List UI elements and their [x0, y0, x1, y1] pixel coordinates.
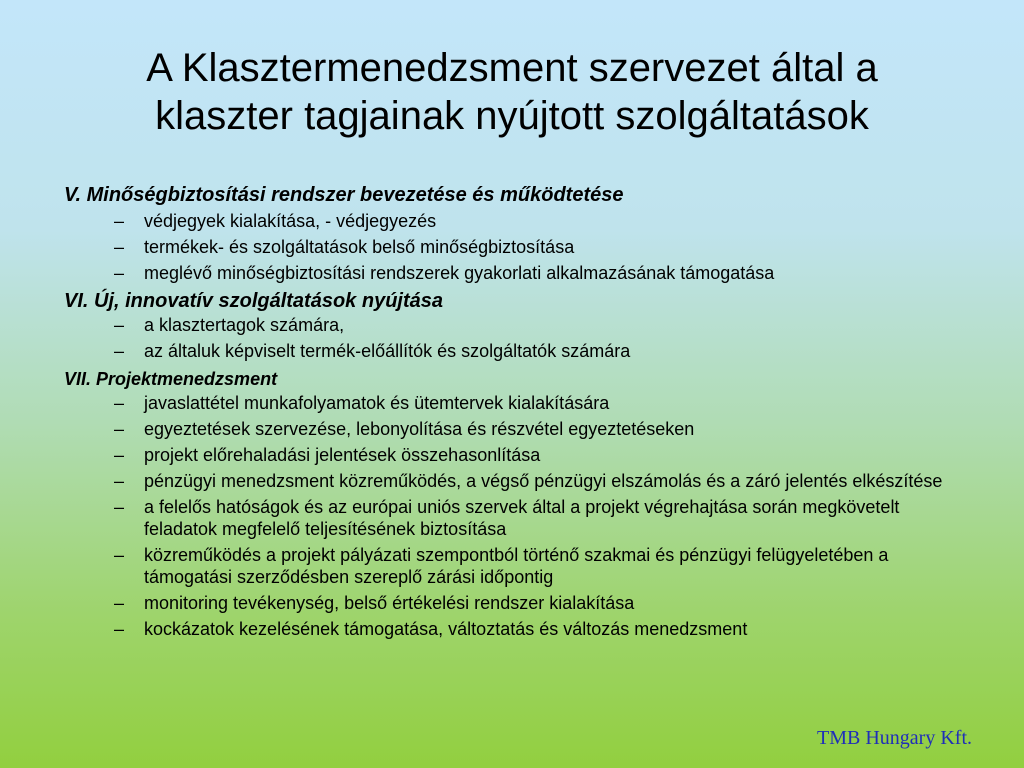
bullet-dash: – [114, 419, 125, 439]
list-item: – a klasztertagok számára, [114, 315, 345, 335]
bullet-dash: – [114, 211, 125, 231]
list-item: – monitoring tevékenység, belső értékelési rendszer kialakítása [114, 593, 635, 613]
bullet-dash: – [114, 593, 125, 613]
bullet-dash: – [114, 445, 125, 465]
list-item: – termékek- és szolgáltatások belső minőségbiztosítása [114, 237, 575, 257]
slide-title [40, 44, 984, 140]
section-vi-list [64, 314, 964, 362]
list-item: – a felelős hatóságok és az európai uniós szervek által a projekt végrehajtása során megkövetelt feladatok megfelelő teljesítésének biztosítása [114, 497, 900, 539]
list-item: – védjegyek kialakítása, - védjegyezés [114, 211, 437, 231]
bullet-dash: – [114, 545, 125, 565]
title-line-1: A Klasztermenedzsment szervezet által a [146, 46, 878, 90]
list-item: – közreműködés a projekt pályázati szempontból történő szakmai és pénzügyi felügyeletében a támogatási szerződésben szereplő zárási időpontig [114, 545, 889, 587]
slide-content [64, 182, 964, 644]
bullet-dash: – [114, 263, 125, 283]
list-item: – meglévő minőségbiztosítási rendszerek gyakorlati alkalmazásának támogatása [114, 263, 775, 283]
section-heading-vi: VI. Új, innovatív szolgáltatások nyújtása [64, 290, 443, 312]
bullet-dash: – [114, 497, 125, 517]
footer-company-name: TMB Hungary Kft. [817, 727, 972, 749]
bullet-dash: – [114, 393, 125, 413]
bullet-dash: – [114, 237, 125, 257]
bullet-dash: – [114, 341, 125, 361]
section-heading-v: V. Minőségbiztosítási rendszer bevezetése és működtetése [64, 184, 624, 206]
bullet-dash: – [114, 315, 125, 335]
title-line-2: klaszter tagjainak nyújtott szolgáltatások [155, 94, 869, 138]
section-v-list [64, 210, 964, 284]
list-item: – javaslattétel munkafolyamatok és ütemtervek kialakítására [114, 393, 610, 413]
bullet-dash: – [114, 471, 125, 491]
list-item: – projekt előrehaladási jelentések összehasonlítása [114, 445, 541, 465]
list-item: – egyeztetések szervezése, lebonyolítása és részvétel egyeztetéseken [114, 419, 695, 439]
bullet-dash: – [114, 619, 125, 639]
list-item: – kockázatok kezelésének támogatása, változtatás és változás menedzsment [114, 619, 748, 639]
list-item: – pénzügyi menedzsment közreműködés, a végső pénzügyi elszámolás és a záró jelentés elkészítése [114, 471, 943, 491]
list-item: – az általuk képviselt termék-előállítók és szolgáltatók számára [114, 341, 631, 361]
section-vii-list [64, 392, 964, 640]
section-heading-vii: VII. Projektmenedzsment [64, 369, 278, 389]
